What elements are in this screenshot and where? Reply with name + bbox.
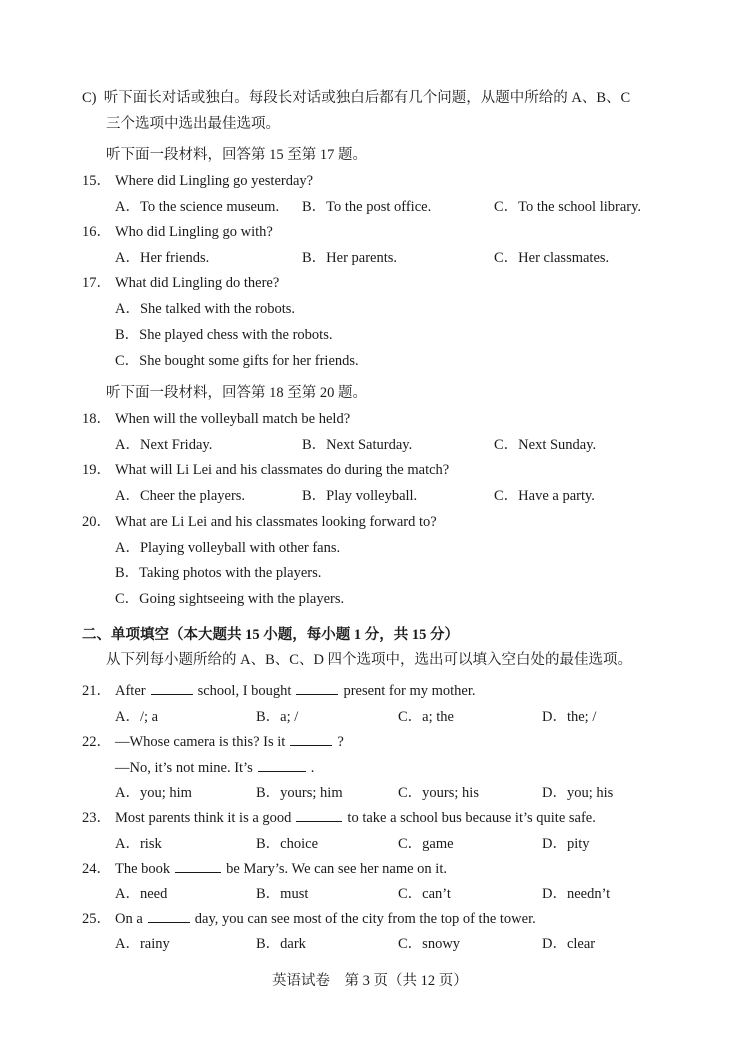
- question-text: Who did Lingling go with?: [115, 224, 273, 240]
- question-text: Where did Lingling go yesterday?: [115, 173, 314, 189]
- answer-blank: [175, 860, 221, 873]
- answer-blank: [258, 759, 306, 772]
- question-text: What did Lingling do there?: [115, 275, 280, 291]
- question-text: [115, 860, 447, 878]
- section-title: 二、单项填空（本大题共 15 小题，每小题 1 分，共 15 分）: [82, 627, 459, 643]
- option-c: C．yours; his: [398, 785, 479, 801]
- question-text: What are Li Lei and his classmates looking forward to?: [115, 514, 437, 530]
- option-c: C．Have a party.: [494, 488, 595, 504]
- option-d: D．the; /: [542, 709, 597, 725]
- answer-blank: [290, 733, 332, 746]
- option-a: A．need: [115, 886, 168, 902]
- question-number: 21．: [82, 683, 111, 699]
- option-d: D．needn’t: [542, 886, 611, 902]
- question-number: 18．: [82, 411, 111, 427]
- group-intro-18-20: 听下面一段材料，回答第 18 至第 20 题。: [106, 385, 367, 401]
- question-text-line2: [115, 759, 314, 777]
- option-b: B．Next Saturday.: [302, 437, 413, 453]
- option-b: B．Taking photos with the players.: [115, 565, 322, 581]
- option-c: C．To the school library.: [494, 199, 642, 215]
- option-c: C．Her classmates.: [494, 250, 610, 266]
- question-number: 23．: [82, 810, 111, 826]
- question-number: 24．: [82, 861, 111, 877]
- text-segment: The book: [115, 861, 171, 877]
- answer-blank: [296, 682, 338, 695]
- option-b: B．Play volleyball.: [302, 488, 418, 504]
- option-a: A．Next Friday.: [115, 437, 213, 453]
- page-footer: 英语试卷 第 3 页（共 12 页）: [272, 973, 468, 989]
- question-number: 15．: [82, 173, 111, 189]
- part-c-instruction-line1: C) 听下面长对话或独白。每段长对话或独白后都有几个问题，从题中所给的 A、B、C: [82, 90, 631, 106]
- question-number: 17．: [82, 275, 111, 291]
- option-b: B．must: [256, 886, 309, 902]
- option-c: C．snowy: [398, 936, 461, 952]
- question-number: 20．: [82, 514, 111, 530]
- group-intro-15-17: 听下面一段材料，回答第 15 至第 17 题。: [106, 147, 367, 163]
- answer-blank: [296, 809, 342, 822]
- question-text: [115, 733, 344, 751]
- text-segment: to take a school bus because it’s quite safe.: [347, 810, 596, 826]
- text-segment: On a: [115, 911, 143, 927]
- option-b: B．To the post office.: [302, 199, 432, 215]
- option-c: C．Going sightseeing with the players.: [115, 591, 345, 607]
- option-c: C．can’t: [398, 886, 451, 902]
- option-b: B．yours; him: [256, 785, 343, 801]
- option-a: A．rainy: [115, 936, 170, 952]
- question-text: [115, 910, 536, 928]
- question-number: 16．: [82, 224, 111, 240]
- option-b: B．choice: [256, 836, 319, 852]
- question-number: 22．: [82, 734, 111, 750]
- option-a: A．risk: [115, 836, 162, 852]
- option-c: C．She bought some gifts for her friends.: [115, 353, 359, 369]
- option-a: A．To the science museum.: [115, 199, 280, 215]
- option-d: D．clear: [542, 936, 596, 952]
- text-segment: —Whose camera is this? Is it: [115, 734, 286, 750]
- text-segment: —No, it’s not mine. It’s: [115, 760, 253, 776]
- question-text: [115, 682, 476, 700]
- option-c: C．Next Sunday.: [494, 437, 597, 453]
- text-segment: .: [310, 760, 315, 776]
- part-c-instruction-line2: 三个选项中选出最佳选项。: [106, 116, 280, 132]
- question-number: 19．: [82, 462, 111, 478]
- option-a: A．Cheer the players.: [115, 488, 246, 504]
- text-segment: school, I bought: [197, 683, 292, 699]
- text-segment: ?: [337, 734, 344, 750]
- option-b: B．dark: [256, 936, 306, 952]
- text-segment: Most parents think it is a good: [115, 810, 292, 826]
- option-d: D．you; his: [542, 785, 614, 801]
- option-b: B．She played chess with the robots.: [115, 327, 333, 343]
- option-b: B．Her parents.: [302, 250, 398, 266]
- question-number: 25．: [82, 911, 111, 927]
- answer-blank: [148, 910, 190, 923]
- question-text: When will the volleyball match be held?: [115, 411, 351, 427]
- question-text: [115, 809, 596, 827]
- option-a: A．/; a: [115, 709, 159, 725]
- option-a: A．Playing volleyball with other fans.: [115, 540, 341, 556]
- option-b: B．a; /: [256, 709, 299, 725]
- option-a: A．She talked with the robots.: [115, 301, 296, 317]
- option-d: D．pity: [542, 836, 590, 852]
- text-segment: present for my mother.: [343, 683, 476, 699]
- text-segment: be Mary’s. We can see her name on it.: [226, 861, 447, 877]
- question-text: What will Li Lei and his classmates do during the match?: [115, 462, 450, 478]
- section-instruction: 从下列每小题所给的 A、B、C、D 四个选项中，选出可以填入空白处的最佳选项。: [106, 652, 633, 668]
- text-segment: day, you can see most of the city from the top of the tower.: [194, 911, 536, 927]
- text-segment: After: [115, 683, 146, 699]
- answer-blank: [151, 682, 193, 695]
- option-c: C．game: [398, 836, 454, 852]
- option-c: C．a; the: [398, 709, 454, 725]
- option-a: A．you; him: [115, 785, 192, 801]
- option-a: A．Her friends.: [115, 250, 210, 266]
